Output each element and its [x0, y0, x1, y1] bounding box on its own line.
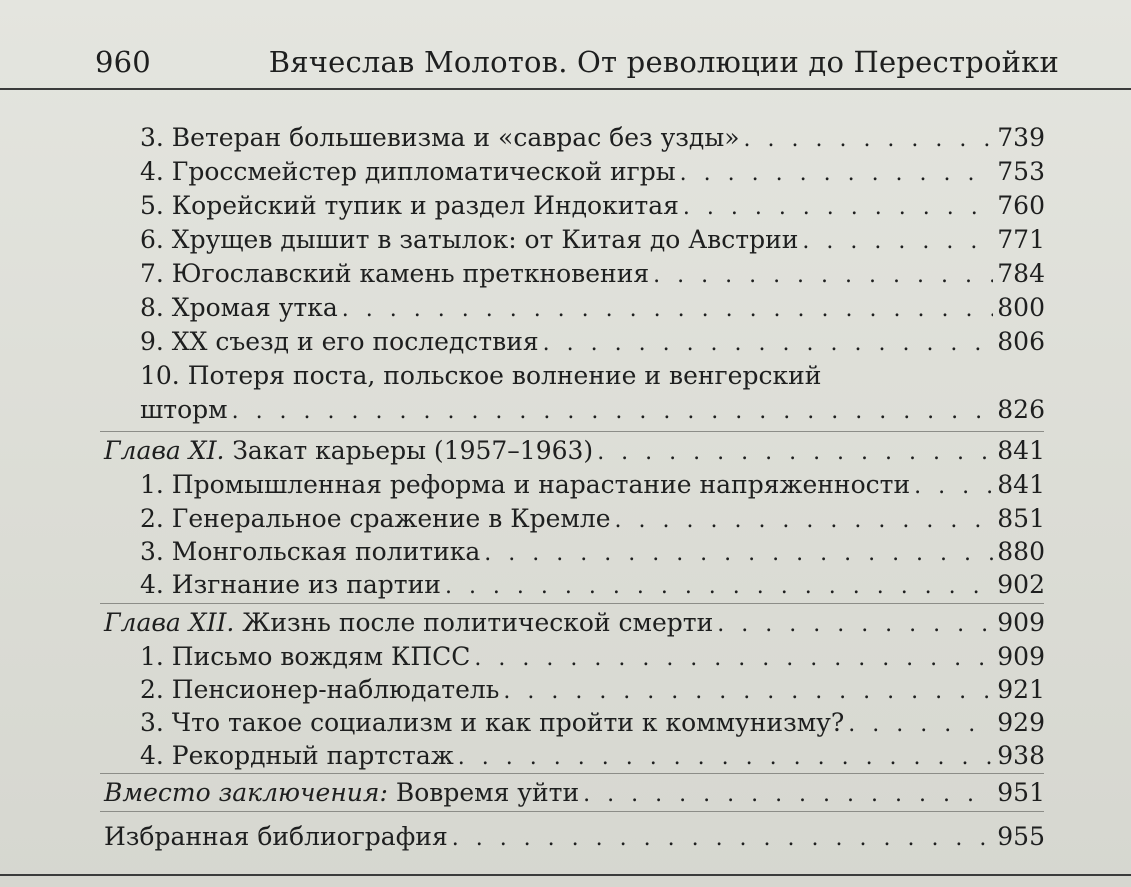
toc-entry — [140, 291, 1045, 327]
toc-entry — [140, 673, 1045, 709]
toc-entry-page: 806 — [997, 327, 1045, 356]
toc-entry — [140, 189, 1045, 225]
toc-chapter-title — [104, 434, 593, 468]
toc-entry-title: 6. Хрущев дышит в затылок: от Китая до Австрии — [140, 225, 799, 254]
toc-entry — [140, 468, 1045, 504]
toc-chapter — [104, 776, 1045, 812]
leader-dots — [452, 822, 994, 856]
toc-entry — [140, 706, 1045, 742]
toc-entry-title: 4. Рекордный партстаж — [140, 741, 454, 770]
toc-entry — [140, 502, 1045, 538]
toc-entry-page: 760 — [997, 191, 1045, 220]
leader-dots — [503, 675, 993, 709]
toc-entry-page: 841 — [997, 436, 1045, 465]
footer-rule — [0, 874, 1131, 876]
toc-entry-title: 1. Письмо вождям КПСС — [140, 642, 471, 671]
toc-entry-page: 841 — [997, 470, 1045, 499]
toc-entry-title: 9. XX съезд и его последствия — [140, 327, 539, 356]
toc-entry — [140, 535, 1045, 571]
toc-entry-page: 902 — [997, 570, 1045, 599]
leader-dots — [543, 327, 994, 361]
leader-dots — [484, 537, 993, 571]
toc-entry-page: 955 — [997, 822, 1045, 851]
leader-dots — [597, 436, 993, 470]
toc-entry-title: 3. Что такое социализм и как пройти к коммунизму? — [140, 708, 845, 737]
toc-entry-title: 4. Гроссмейстер дипломатической игры — [140, 157, 676, 186]
toc-entry-page: 800 — [997, 293, 1045, 322]
leader-dots — [474, 642, 993, 676]
toc-entry-page: 909 — [997, 642, 1045, 671]
leader-dots — [583, 778, 993, 812]
toc-entry-page: 909 — [997, 608, 1045, 637]
leader-dots — [683, 191, 993, 225]
toc-entry-title-line1: 10. Потеря поста, польское волнение и венгерский — [140, 361, 822, 390]
chapter-name: Вовремя уйти — [395, 778, 580, 807]
toc-entry — [140, 640, 1045, 676]
leader-dots — [615, 504, 994, 538]
toc-entry-page: 739 — [997, 123, 1045, 152]
toc-entry-page: 951 — [997, 778, 1045, 807]
toc-entry-page: 921 — [997, 675, 1045, 704]
toc-entry-page: 826 — [997, 395, 1045, 424]
running-title: Вячеслав Молотов. От революции до Перестройки — [268, 45, 1059, 79]
leader-dots — [848, 708, 993, 742]
toc-entry — [140, 568, 1045, 604]
toc-entry-title: 5. Корейский тупик и раздел Индокитая — [140, 191, 679, 220]
leader-dots — [342, 293, 993, 327]
toc-entry — [140, 155, 1045, 191]
toc-entry-title: 8. Хромая утка — [140, 293, 338, 322]
toc-entry-page: 880 — [997, 537, 1045, 566]
toc-entry — [140, 739, 1045, 775]
toc-entry-title: 1. Промышленная реформа и нарастание напряженности — [140, 470, 911, 499]
toc-entry-title: Избранная библиография — [104, 822, 448, 851]
chapter-prefix: Вместо заключения: — [104, 778, 388, 807]
toc-entry — [140, 257, 1045, 293]
leader-dots — [802, 225, 993, 259]
section-separator — [100, 773, 1044, 774]
toc-entry-page: 771 — [997, 225, 1045, 254]
chapter-name: Закат карьеры (1957–1963) — [232, 436, 594, 465]
section-separator — [100, 431, 1044, 432]
toc-entry-title: 7. Югославский камень преткновения — [140, 259, 650, 288]
toc-entry-page: 929 — [997, 708, 1045, 737]
toc-entry-page: 851 — [997, 504, 1045, 533]
page-header — [95, 40, 1059, 84]
chapter-prefix: Глава XII. — [104, 608, 235, 637]
section-separator — [100, 603, 1044, 604]
toc-entry-page: 784 — [997, 259, 1045, 288]
toc-entry — [140, 325, 1045, 361]
toc-chapter — [104, 434, 1045, 470]
leader-dots — [232, 395, 994, 429]
leader-dots — [717, 608, 993, 642]
leader-dots — [445, 570, 993, 604]
section-separator — [100, 811, 1044, 812]
page-number: 960 — [95, 45, 151, 79]
toc-entry — [140, 223, 1045, 259]
toc-entry — [104, 820, 1045, 856]
chapter-name: Жизнь после политической смерти — [242, 608, 714, 637]
toc-entry-page: 753 — [997, 157, 1045, 186]
toc-entry-title-line2: шторм — [140, 395, 228, 424]
toc-chapter-title — [104, 606, 713, 640]
toc-entry-page: 938 — [997, 741, 1045, 770]
toc-entry-title: 3. Ветеран большевизма и «саврас без узды» — [140, 123, 740, 152]
leader-dots — [680, 157, 994, 191]
leader-dots — [653, 259, 993, 293]
chapter-prefix: Глава XI. — [104, 436, 225, 465]
toc-chapter — [104, 606, 1045, 642]
toc-entry-title: 2. Пенсионер-наблюдатель — [140, 675, 500, 704]
header-rule — [0, 88, 1131, 90]
leader-dots — [914, 470, 993, 504]
toc-entry-title: 3. Монгольская политика — [140, 537, 481, 566]
toc-entry-title: 2. Генеральное сражение в Кремле — [140, 504, 611, 533]
leader-dots — [744, 123, 994, 157]
toc-entry — [140, 121, 1045, 157]
toc-chapter-title — [104, 776, 579, 810]
toc-entry-title: 4. Изгнание из партии — [140, 570, 441, 599]
toc-entry — [140, 393, 1045, 429]
leader-dots — [458, 741, 993, 775]
